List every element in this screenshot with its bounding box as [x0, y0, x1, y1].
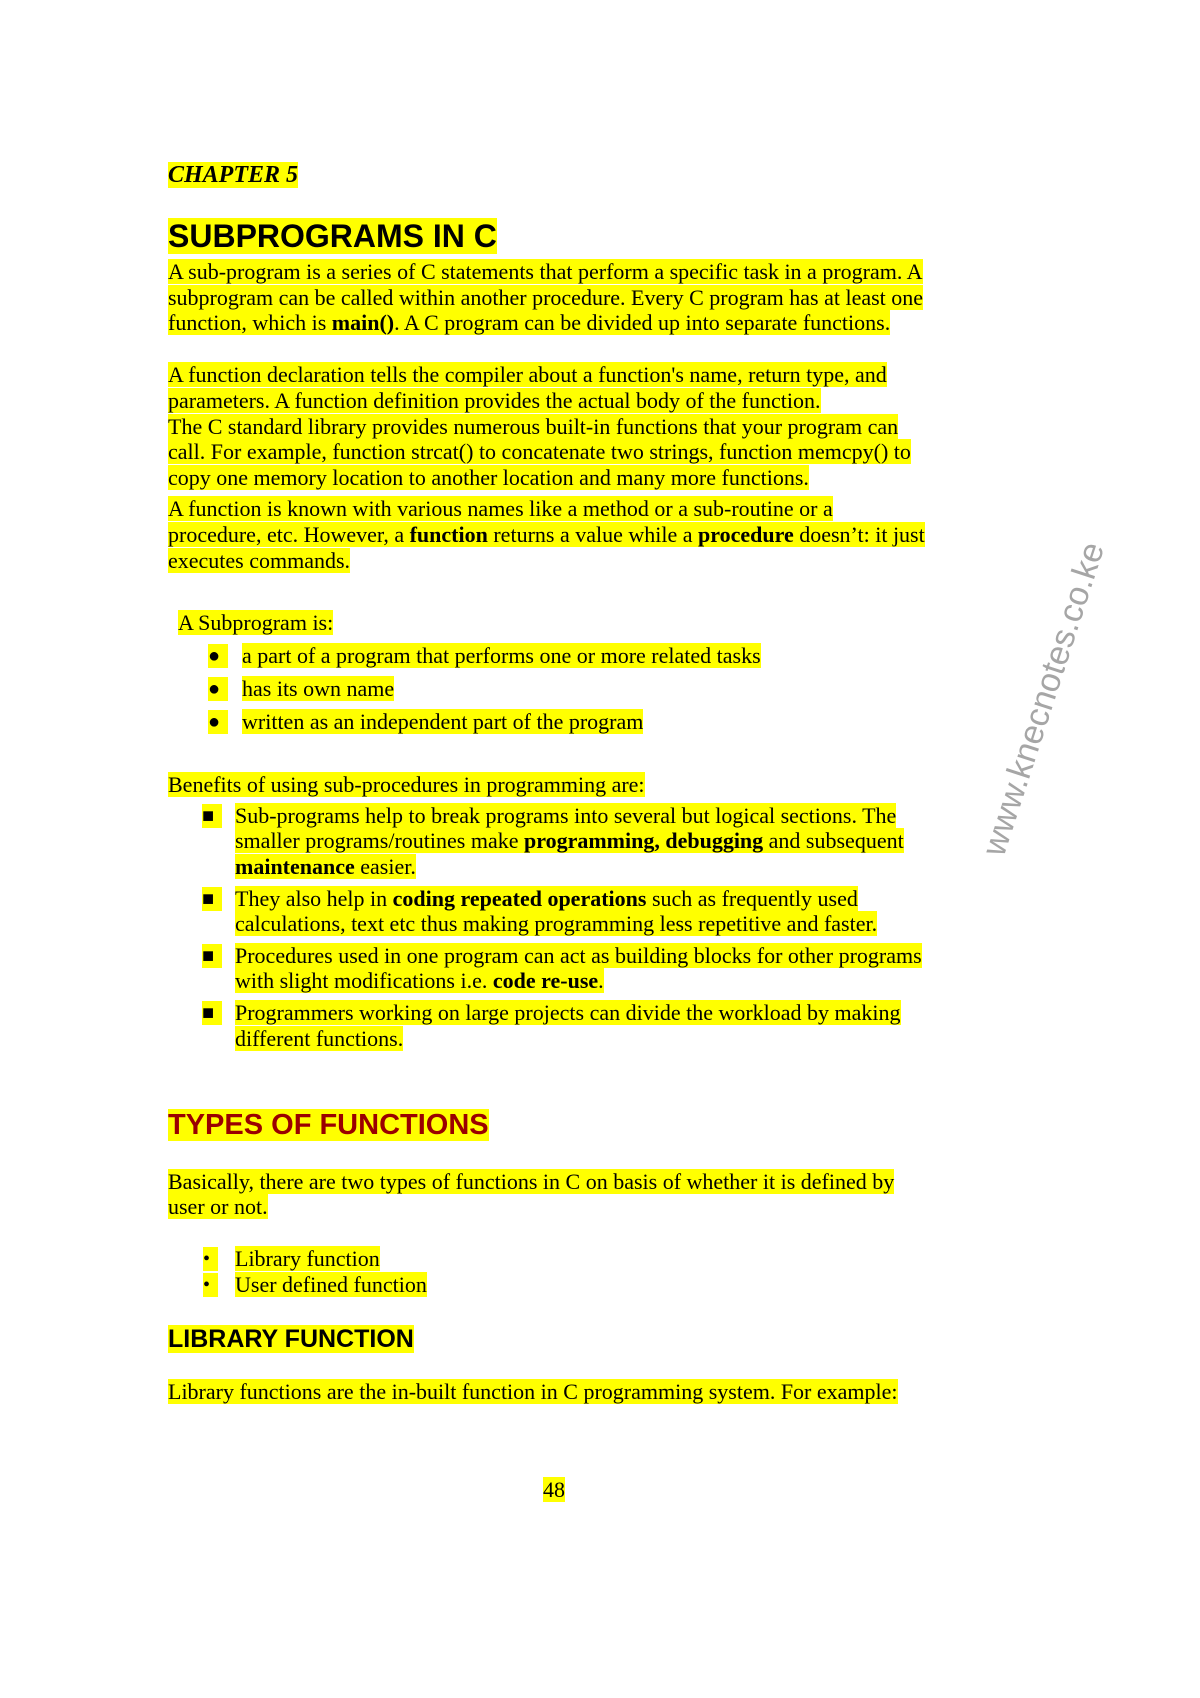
bullet-icon: •	[203, 1273, 218, 1297]
text-run: The C standard library provides numerous built-in functions that your program can	[168, 414, 899, 439]
watermark: www.knecnotes.co.ke	[974, 537, 1113, 861]
bullet-icon: ●	[208, 644, 228, 668]
text-run: A sub-program is a series of C statements that perform a specific task in a program. A	[168, 259, 923, 284]
text-run: and subsequent	[763, 828, 904, 853]
text-line	[235, 1247, 380, 1271]
text-line	[168, 466, 809, 490]
types-heading: TYPES OF FUNCTIONS	[168, 1109, 489, 1141]
text-line	[242, 677, 394, 701]
text-line	[235, 944, 922, 968]
text-run: subprogram can be called within another procedure. Every C program has at least one	[168, 285, 924, 310]
text-line	[242, 644, 761, 668]
text-run: executes commands.	[168, 548, 351, 573]
text-line	[235, 1027, 403, 1051]
bold-text: main()	[331, 310, 395, 335]
bullet-icon: ●	[208, 710, 228, 734]
text-line	[168, 1380, 898, 1404]
text-run: A function is known with various names like a method or a sub-routine or a	[168, 496, 833, 521]
text-run: call. For example, function strcat() to concatenate two strings, function memcpy() to	[168, 439, 911, 464]
text-line	[168, 1170, 894, 1194]
page-title: SUBPROGRAMS IN C	[168, 218, 497, 254]
text-run: written as an independent part of the program	[242, 709, 644, 734]
text-line	[235, 804, 896, 828]
text-line	[235, 912, 877, 936]
text-line	[168, 415, 898, 439]
bold-text: code re-use	[492, 968, 599, 993]
bullet-icon: ■	[202, 1001, 222, 1025]
text-run: calculations, text etc thus making programming less repetitive and faster.	[235, 911, 878, 936]
text-line	[235, 855, 416, 879]
text-run: Library functions are the in-built function in C programming system. For example:	[168, 1379, 898, 1404]
text-run: Sub-programs help to break programs into several but logical sections. The	[235, 803, 897, 828]
text-run: easier.	[354, 854, 416, 879]
bold-text: programming, debugging	[523, 828, 764, 853]
bullet-icon: ■	[202, 944, 222, 968]
text-line	[168, 389, 821, 413]
text-line	[168, 311, 890, 335]
text-run: has its own name	[242, 676, 395, 701]
text-line	[178, 611, 333, 635]
text-line	[168, 1195, 268, 1219]
text-line	[235, 887, 858, 911]
bullet-icon: ■	[202, 804, 222, 828]
text-line	[168, 260, 923, 284]
bullet-icon: ●	[208, 677, 228, 701]
text-run: . A C program can be divided up into separate functions.	[394, 310, 891, 335]
text-line	[168, 286, 923, 310]
text-run: Basically, there are two types of functions in C on basis of whether it is defined by	[168, 1169, 895, 1194]
chapter-label: CHAPTER 5	[168, 162, 299, 188]
text-line	[235, 1001, 901, 1025]
text-run: User defined function	[235, 1272, 427, 1297]
text-run: a part of a program that performs one or more related tasks	[242, 643, 761, 668]
bold-text: maintenance	[235, 854, 355, 879]
text-run: parameters. A function definition provides the actual body of the function.	[168, 388, 821, 413]
bold-text: procedure	[698, 522, 794, 547]
library-heading: LIBRARY FUNCTION	[168, 1325, 414, 1353]
text-run: .	[598, 968, 604, 993]
bullet-icon: •	[203, 1247, 218, 1271]
text-run: Procedures used in one program can act as building blocks for other programs	[235, 943, 922, 968]
bold-text: coding repeated operations	[392, 886, 647, 911]
text-run: Benefits of using sub-procedures in programming are:	[168, 772, 645, 797]
text-line	[168, 549, 350, 573]
text-line	[242, 710, 643, 734]
text-run: A function declaration tells the compiler about a function's name, return type, and	[168, 362, 887, 387]
text-line	[168, 773, 645, 797]
text-run: copy one memory location to another location and many more functions.	[168, 465, 809, 490]
text-line	[235, 1273, 427, 1297]
text-line	[235, 829, 904, 853]
text-run: different functions.	[235, 1026, 404, 1051]
text-run: function, which is	[168, 310, 332, 335]
text-run: smaller programs/routines make	[235, 828, 524, 853]
text-run: A Subprogram is:	[178, 610, 334, 635]
text-run: user or not.	[168, 1194, 268, 1219]
text-run: Programmers working on large projects can divide the workload by making	[235, 1000, 901, 1025]
text-run: doesn’t: it just	[793, 522, 925, 547]
text-run: returns a value while a	[487, 522, 698, 547]
text-line	[168, 523, 925, 547]
bold-text: function	[409, 522, 488, 547]
text-run: Library function	[235, 1246, 380, 1271]
bullet-icon: ■	[202, 887, 222, 911]
page-number: 48	[543, 1477, 565, 1502]
text-run: They also help in	[235, 886, 393, 911]
text-line	[168, 440, 911, 464]
text-run: such as frequently used	[646, 886, 858, 911]
text-line	[168, 363, 887, 387]
text-run: procedure, etc. However, a	[168, 522, 410, 547]
text-line	[235, 969, 604, 993]
text-line	[168, 497, 833, 521]
text-run: with slight modifications i.e.	[235, 968, 493, 993]
